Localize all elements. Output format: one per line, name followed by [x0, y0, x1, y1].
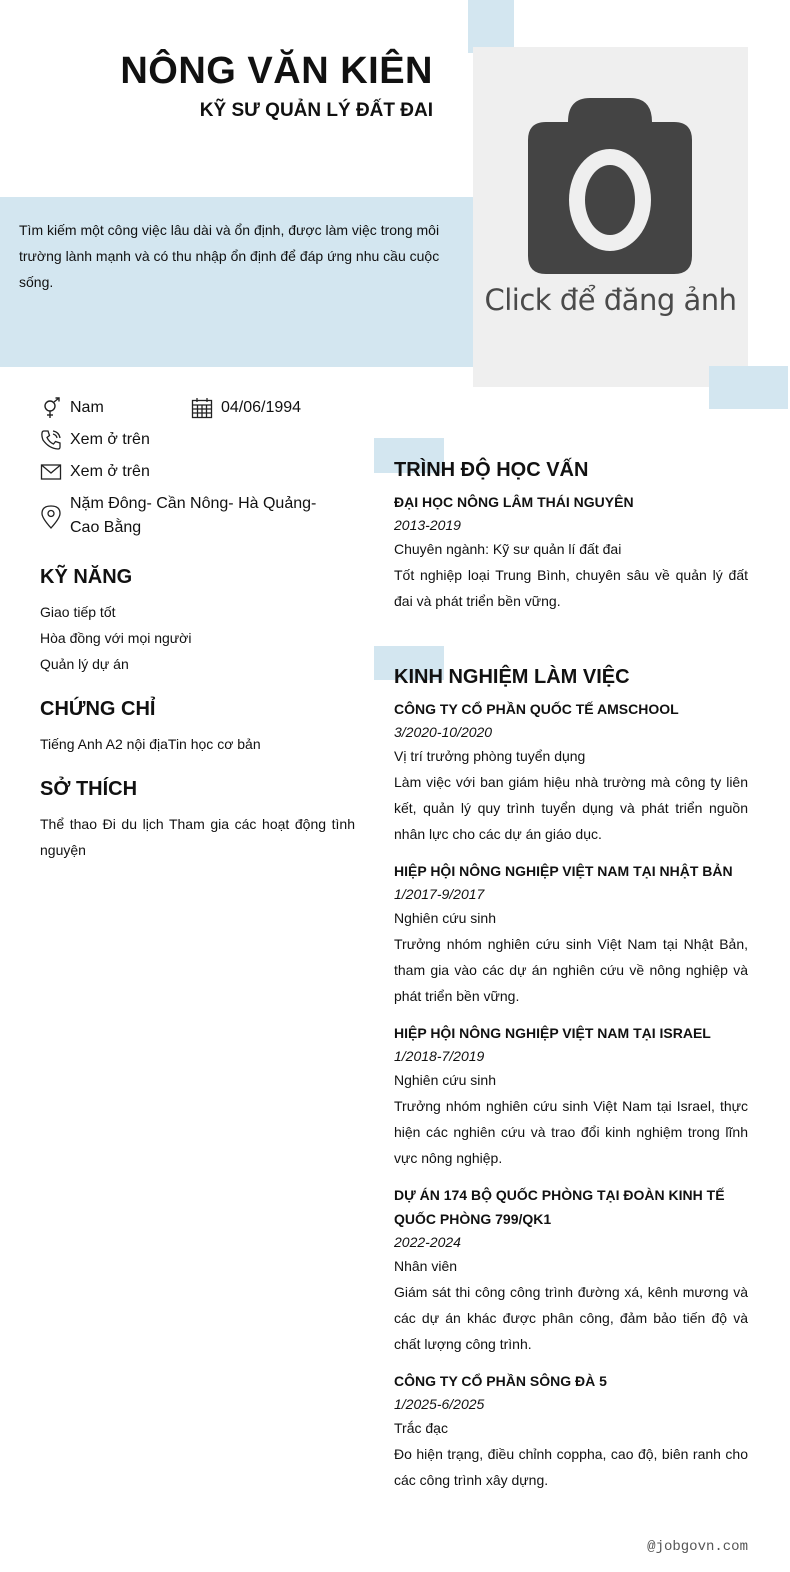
experience-period: 2022-2024	[394, 1234, 461, 1250]
skill-item: Hòa đồng với mọi người	[40, 630, 192, 646]
experience-role: Nghiên cứu sinh	[394, 1072, 496, 1088]
address-value: Nặm Đông- Cần Nông- Hà Quảng- Cao Bằng	[70, 495, 317, 536]
experience-period: 3/2020-10/2020	[394, 724, 493, 740]
photo-upload-label: Click để đăng ảnh	[484, 283, 737, 317]
education-title: TRÌNH ĐỘ HỌC VẤN	[394, 459, 589, 481]
experience-section	[394, 666, 748, 1505]
envelope-icon	[40, 461, 62, 483]
experience-role: Nhân viên	[394, 1258, 458, 1274]
contact-gender	[40, 396, 104, 420]
camera-icon	[528, 98, 692, 274]
hobbies-title: SỞ THÍCH	[40, 778, 138, 800]
experience-entry	[394, 697, 748, 847]
phone-value: Xem ở trên	[70, 431, 150, 448]
certificates-title: CHỨNG CHỈ	[40, 698, 156, 720]
school-name: ĐẠI HỌC NÔNG LÂM THÁI NGUYÊN	[394, 494, 634, 510]
skills-section	[40, 566, 355, 677]
experience-description: Làm việc với ban giám hiệu nhà trường mà công ty liên kết, quản lý quy trình tuyển dụng và phát triển nguồn nhân lực cho các dự án giáo dục.	[394, 774, 748, 842]
company-name: DỰ ÁN 174 BỘ QUỐC PHÒNG TẠI ĐOÀN KINH TẾ QUỐC PHÒNG 799/QK1	[394, 1187, 725, 1227]
skill-item: Quản lý dự án	[40, 656, 129, 672]
contact-email	[40, 460, 150, 484]
job-title: KỸ SƯ QUẢN LÝ ĐẤT ĐAI	[199, 100, 433, 121]
contact-address	[40, 492, 340, 540]
location-pin-icon	[40, 504, 62, 530]
decor-block-photo	[709, 366, 788, 409]
email-value: Xem ở trên	[70, 463, 150, 480]
decor-block-top	[468, 0, 514, 53]
experience-description: Trưởng nhóm nghiên cứu sinh Việt Nam tại Israel, thực hiện các nghiên cứu và trao đổi kinh nghiệm trong lĩnh vực nông nghiệp.	[394, 1098, 748, 1166]
birthdate-value: 04/06/1994	[221, 399, 302, 416]
company-name: CÔNG TY CỔ PHẦN SÔNG ĐÀ 5	[394, 1373, 607, 1389]
experience-role: Trắc đạc	[394, 1420, 448, 1436]
education-major: Chuyên ngành: Kỹ sư quản lí đất đai	[394, 541, 622, 557]
skill-item: Giao tiếp tốt	[40, 604, 116, 620]
education-section	[394, 459, 748, 614]
certificates-text: Tiếng Anh A2 nội địaTin học cơ bản	[40, 736, 261, 752]
experience-description: Đo hiện trạng, điều chỉnh coppha, cao độ, biên ranh cho các công trình xây dựng.	[394, 1446, 748, 1488]
contact-phone	[40, 428, 150, 452]
contact-birthdate	[191, 396, 301, 420]
certificates-section	[40, 698, 355, 757]
education-period: 2013-2019	[394, 517, 461, 533]
experience-role: Nghiên cứu sinh	[394, 910, 496, 926]
experience-entry	[394, 1021, 748, 1171]
phone-icon	[40, 429, 62, 451]
experience-title: KINH NGHIỆM LÀM VIỆC	[394, 666, 630, 688]
site-watermark: @jobgovn.com	[647, 1539, 748, 1555]
experience-entry	[394, 859, 748, 1009]
hobbies-text: Thể thao Đi du lịch Tham gia các hoạt động tình nguyện	[40, 816, 355, 858]
experience-period: 1/2017-9/2017	[394, 886, 485, 902]
company-name: HIỆP HỘI NÔNG NGHIỆP VIỆT NAM TẠI ISRAEL	[394, 1025, 711, 1041]
experience-period: 1/2018-7/2019	[394, 1048, 485, 1064]
candidate-name: NÔNG VĂN KIÊN	[120, 50, 433, 92]
experience-description: Trưởng nhóm nghiên cứu sinh Việt Nam tại Nhật Bản, tham gia vào các dự án nghiên cứu về nông nghiệp và phát triển bền vững.	[394, 936, 748, 1004]
hobbies-section	[40, 778, 355, 863]
experience-role: Vị trí trưởng phòng tuyển dụng	[394, 748, 586, 764]
calendar-icon	[191, 397, 213, 419]
experience-entry	[394, 1369, 748, 1493]
photo-upload-area[interactable]	[473, 47, 748, 387]
gender-value: Nam	[70, 399, 104, 416]
gender-icon	[40, 397, 62, 419]
experience-entry	[394, 1183, 748, 1357]
experience-period: 1/2025-6/2025	[394, 1396, 485, 1412]
education-note: Tốt nghiệp loại Trung Bình, chuyên sâu về quản lý đất đai và phát triển bền vững.	[394, 567, 748, 609]
skills-title: KỸ NĂNG	[40, 566, 133, 588]
experience-description: Giám sát thi công công trình đường xá, kênh mương và các dự án khác được phân công, đảm bảo tiến độ và chất lượng công trình.	[394, 1284, 748, 1352]
career-objective: Tìm kiếm một công việc lâu dài và ổn định, được làm việc trong môi trường lành mạnh và có thu nhập ổn định để đáp ứng nhu cầu cuộc sống.	[19, 222, 440, 290]
company-name: CÔNG TY CỔ PHẦN QUỐC TẾ AMSCHOOL	[394, 701, 679, 717]
company-name: HIỆP HỘI NÔNG NGHIỆP VIỆT NAM TẠI NHẬT BẢN	[394, 863, 733, 879]
